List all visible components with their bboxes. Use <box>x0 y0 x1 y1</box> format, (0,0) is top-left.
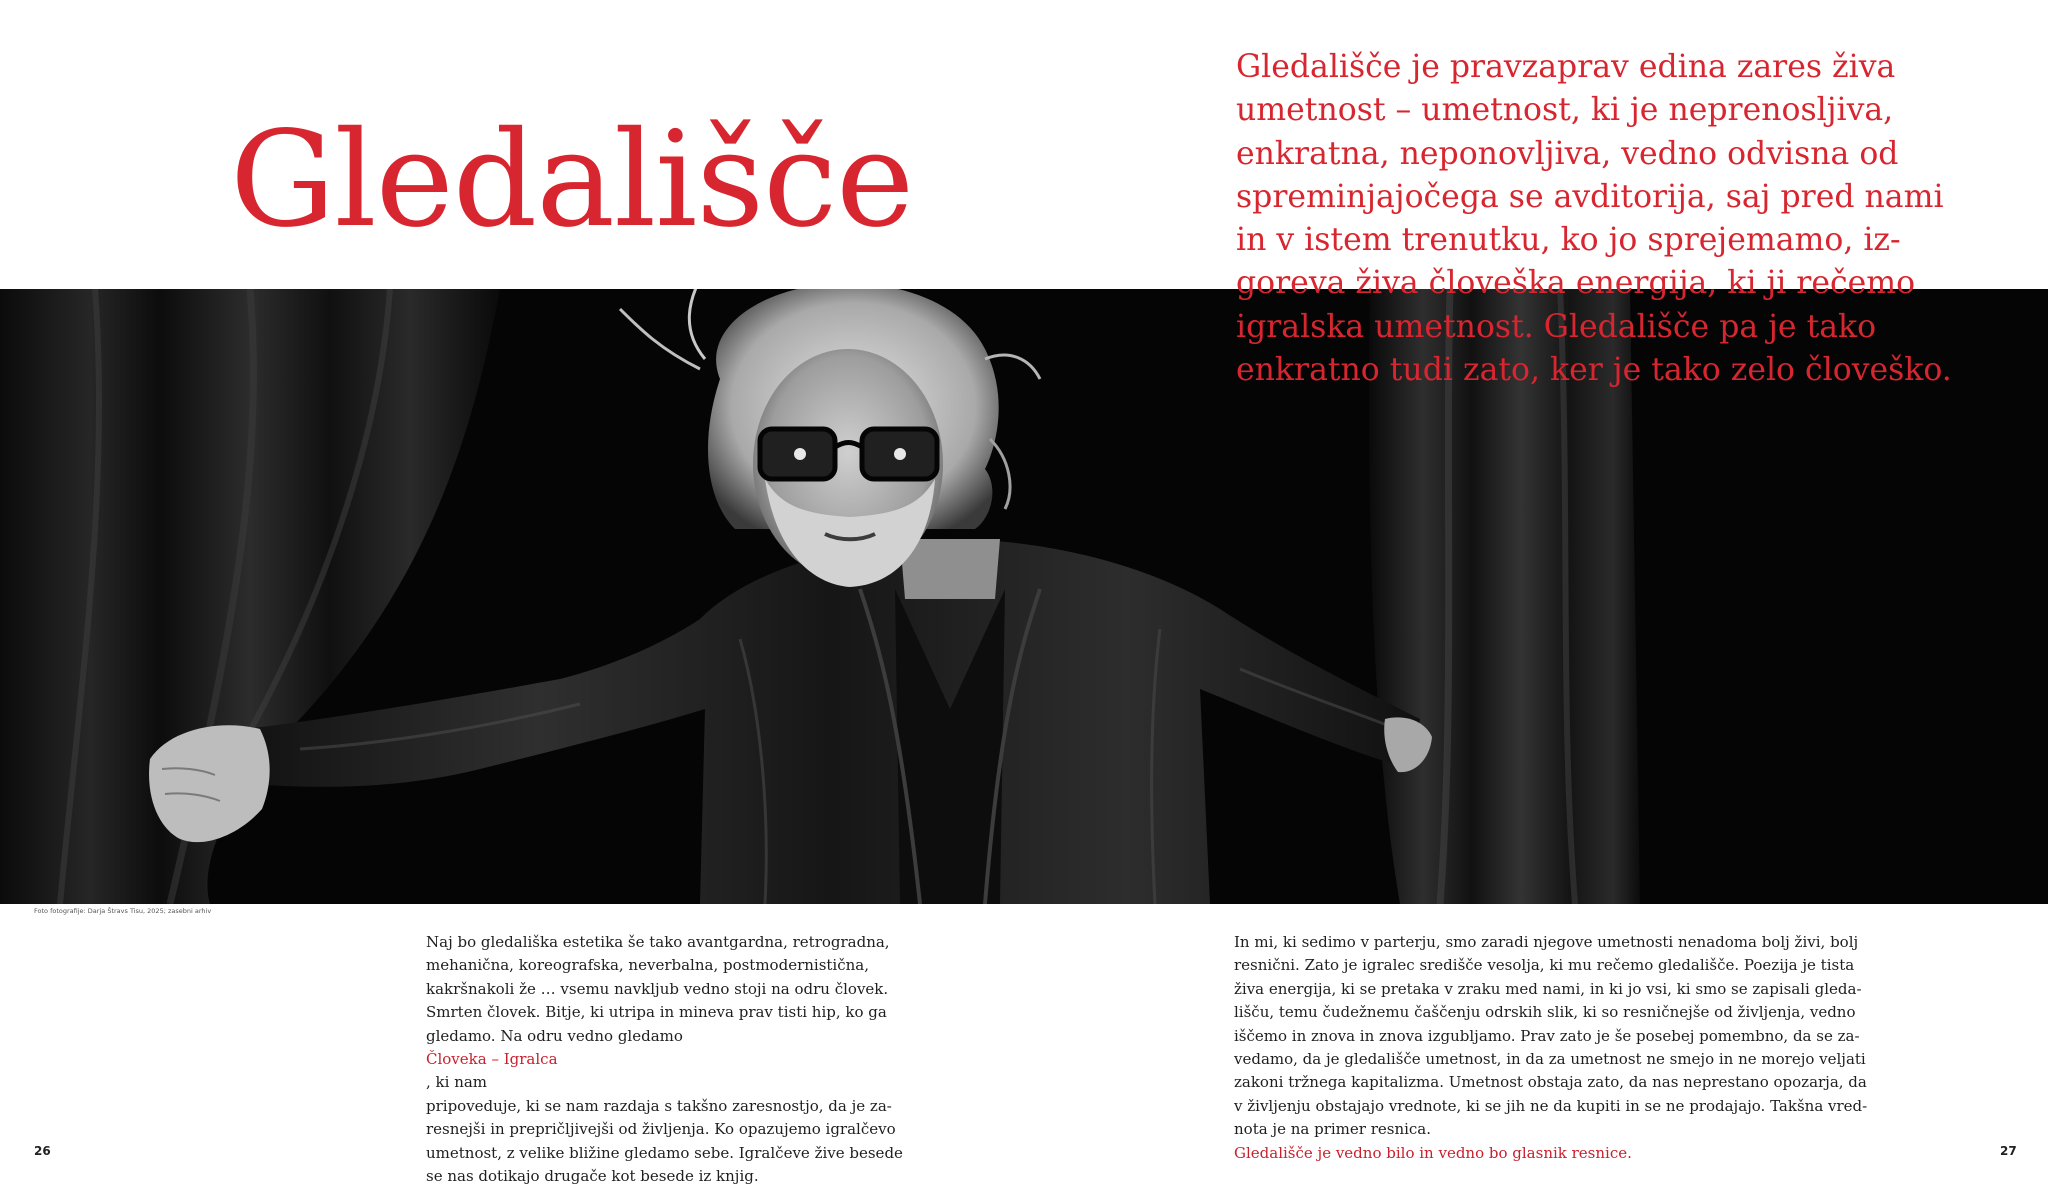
body-line: se nas dotikajo drugače kot besede iz knjig. <box>426 1167 759 1186</box>
body-line: v življenju obstajajo vrednote, ki se jih ne da kupiti in se ne prodajajo. Takšna vred- <box>1234 1096 1868 1115</box>
page-number-right: 27 <box>2000 1144 2017 1158</box>
body-line: živa energija, ki se pretaka v zraku med nami, in ki jo vsi, ki smo se zapisali gleda- <box>1234 979 1862 998</box>
intro-line: goreva živa človeška energija, ki ji rečemo <box>1236 265 1916 302</box>
body-line: vedamo, da je gledališče umetnost, in da za umetnost ne smejo in ne morejo veljati <box>1234 1050 1866 1069</box>
body-line: pripoveduje, ki se nam razdaja s takšno zaresnostjo, da je za- <box>426 1096 892 1115</box>
body-line: lišču, temu čudežnemu čaščenju odrskih slik, ki so resničnejše od življenja, vedno <box>1234 1003 1856 1022</box>
body-line: kakršnakoli že … vsemu navkljub vedno stoji na odru človek. <box>426 979 889 998</box>
intro-line: Gledališče je pravzaprav edina zares živa <box>1236 49 1896 85</box>
intro-paragraph <box>1236 46 1956 392</box>
page-title: Gledališče <box>230 103 914 257</box>
intro-line: spreminjajočega se avditorija, saj pred nami <box>1236 178 1944 215</box>
right-body-text <box>1234 931 1874 1165</box>
photo-credit: Foto fotografije: Darja Štravs Tisu, 2025; zasebni arhiv <box>34 907 212 915</box>
highlight-text: Človeka – Igralca <box>426 1050 558 1069</box>
body-line: resnejši in prepričljivejši od življenja. Ko opazujemo igralčevo <box>426 1120 896 1139</box>
body-line: In mi, ki sedimo v parterju, smo zaradi njegove umetnosti nenadoma bolj živi, bolj <box>1234 933 1859 951</box>
body-line: Naj bo gledališka estetika še tako avantgardna, retrogradna, <box>426 933 890 951</box>
intro-line: umetnost – umetnost, ki je neprenosljiva, <box>1236 92 1894 129</box>
body-line <box>426 1025 906 1095</box>
intro-line: enkratno tudi zato, ker je tako zelo človeško. <box>1236 352 1952 389</box>
page-number-left: 26 <box>34 1144 51 1158</box>
body-line: resnični. Zato je igralec središče vesolja, ki mu rečemo gledališče. Poezija je tista <box>1234 956 1855 975</box>
body-line-start: nota je na primer resnica. <box>1234 1120 1432 1139</box>
left-body-text <box>426 931 906 1188</box>
body-line-start: gledamo. Na odru vedno gledamo <box>426 1026 683 1045</box>
body-line: iščemo in znova in znova izgubljamo. Prav zato je še posebej pomembno, da se za- <box>1234 1026 1860 1045</box>
intro-line: in v istem trenutku, ko jo sprejemamo, iz- <box>1236 222 1901 259</box>
body-line: umetnost, z velike bližine gledamo sebe. Igralčeve žive besede <box>426 1143 903 1162</box>
intro-line: enkratna, neponovljiva, vedno odvisna od <box>1236 135 1899 172</box>
body-line-end: , ki nam <box>426 1073 488 1092</box>
intro-line: igralska umetnost. Gledališče pa je tako <box>1236 308 1877 345</box>
highlight-text: Gledališče je vedno bilo in vedno bo glasnik resnice. <box>1234 1143 1632 1162</box>
body-line: mehanična, koreografska, neverbalna, postmodernistična, <box>426 956 869 975</box>
body-line: Smrten človek. Bitje, ki utripa in mineva prav tisti hip, ko ga <box>426 1003 887 1022</box>
body-line <box>1234 1118 1874 1165</box>
body-line: zakoni tržnega kapitalizma. Umetnost obstaja zato, da nas neprestano opozarja, da <box>1234 1073 1867 1092</box>
